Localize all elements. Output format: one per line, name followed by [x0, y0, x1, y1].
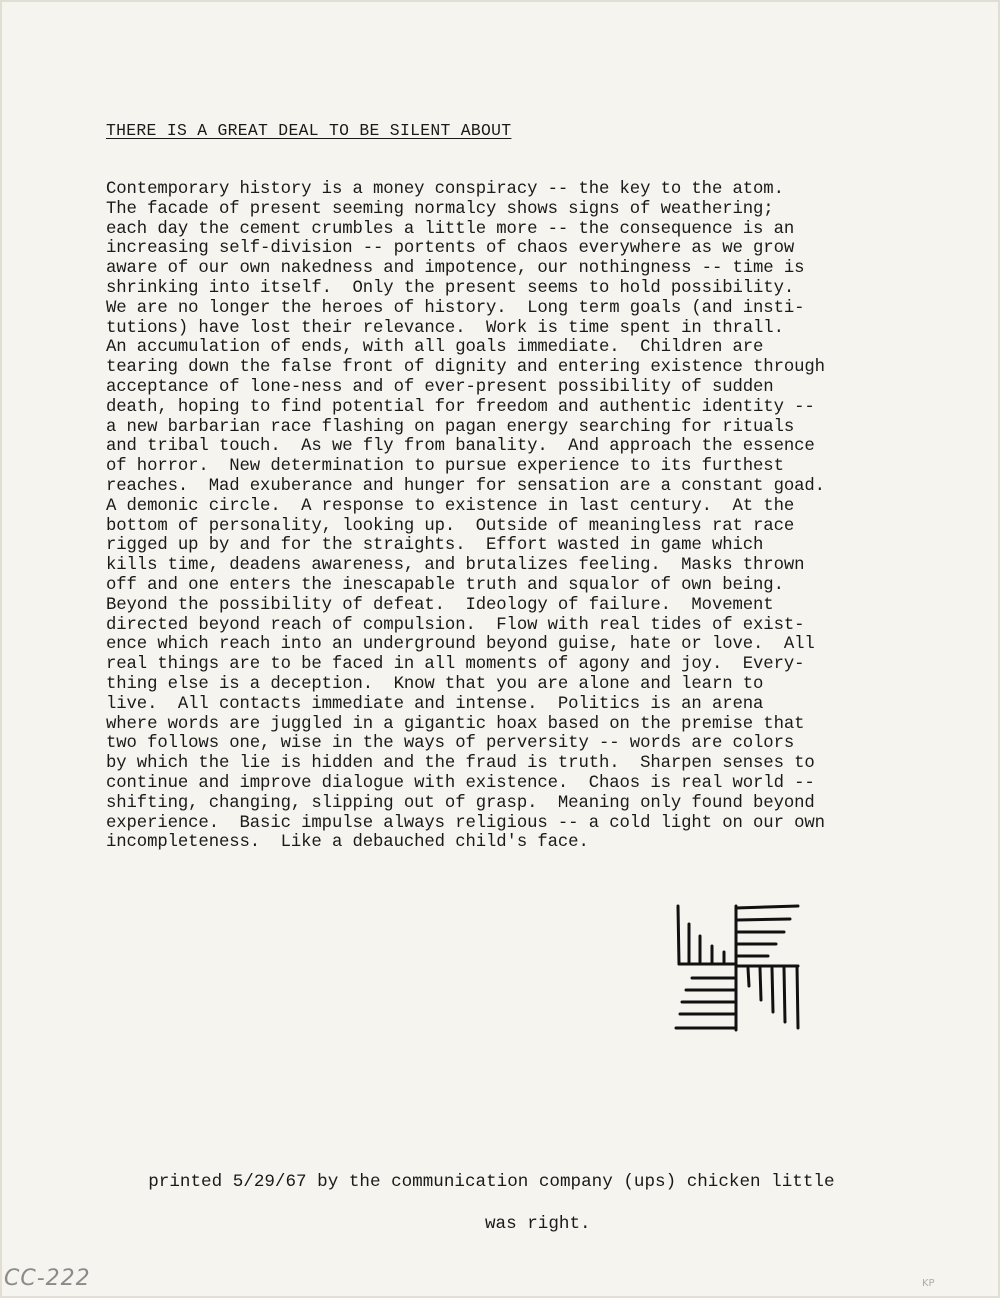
- body-line: shrinking into itself. Only the present seems to hold possibility.: [106, 278, 795, 298]
- body-line: of horror. New determination to pursue experience to its furthest: [106, 457, 784, 477]
- body-line: An accumulation of ends, with all goals immediate. Children are: [106, 338, 764, 358]
- body-line: death, hoping to find potential for freedom and authentic identity --: [106, 397, 815, 417]
- body-line: rigged up by and for the straights. Effort wasted in game which: [106, 536, 764, 556]
- hand-drawn-mark-icon: [672, 902, 802, 1034]
- body-line: each day the cement crumbles a little more -- the consequence is an: [106, 219, 795, 239]
- body-line: real things are to be faced in all moments of agony and joy. Every-: [106, 655, 805, 675]
- body-line: two follows one, wise in the ways of perversity -- words are colors: [106, 734, 795, 754]
- body-line: A demonic circle. A response to existence in last century. At the: [106, 496, 795, 516]
- body-line: a new barbarian race flashing on pagan energy searching for rituals: [106, 417, 795, 437]
- body-line: bottom of personality, looking up. Outside of meaningless rat race: [106, 516, 795, 536]
- body-line: reaches. Mad exuberance and hunger for sensation are a constant goad.: [106, 476, 825, 496]
- archivist-initials: KP: [922, 1278, 935, 1289]
- body-text: [106, 180, 986, 853]
- body-line: experience. Basic impulse always religious -- a cold light on our own: [106, 813, 825, 833]
- print-credit-line-2: was right.: [485, 1214, 591, 1234]
- body-line: directed beyond reach of compulsion. Flow with real tides of exist-: [106, 615, 805, 635]
- body-line: off and one enters the inescapable truth and squalor of own being.: [106, 575, 784, 595]
- body-line: continue and improve dialogue with existence. Chaos is real world --: [106, 773, 815, 793]
- body-line: incompleteness. Like a debauched child's face.: [106, 833, 589, 853]
- body-line: The facade of present seeming normalcy shows signs of weathering;: [106, 199, 774, 219]
- body-line: live. All contacts immediate and intense. Politics is an arena: [106, 694, 764, 714]
- body-line: tearing down the false front of dignity and entering existence through: [106, 358, 825, 378]
- body-line: thing else is a deception. Know that you are alone and learn to: [106, 674, 764, 694]
- body-line: kills time, deadens awareness, and brutalizes feeling. Masks thrown: [106, 556, 805, 576]
- document-title: THERE IS A GREAT DEAL TO BE SILENT ABOUT: [106, 121, 512, 140]
- body-line: and tribal touch. As we fly from banality. And approach the essence: [106, 437, 815, 457]
- body-line: Contemporary history is a money conspiracy -- the key to the atom.: [106, 180, 784, 199]
- body-line: ence which reach into an underground beyond guise, hate or love. All: [106, 635, 815, 655]
- body-line: increasing self-division -- portents of chaos everywhere as we grow: [106, 239, 795, 259]
- body-line: aware of our own nakedness and impotence, our nothingness -- time is: [106, 259, 805, 279]
- body-line: shifting, changing, slipping out of grasp. Meaning only found beyond: [106, 793, 815, 813]
- body-line: by which the lie is hidden and the fraud is truth. Sharpen senses to: [106, 754, 815, 774]
- body-line: acceptance of lone-ness and of ever-present possibility of sudden: [106, 377, 774, 397]
- body-line: tutions) have lost their relevance. Work is time spent in thrall.: [106, 318, 784, 338]
- body-line: We are no longer the heroes of history. Long term goals (and insti-: [106, 298, 805, 318]
- print-credit: [106, 1151, 835, 1277]
- body-line: Beyond the possibility of defeat. Ideology of failure. Movement: [106, 595, 774, 615]
- print-credit-line-1: printed 5/29/67 by the communication company (ups) chicken little: [148, 1172, 835, 1192]
- archive-catalog-number: CC-222: [4, 1266, 91, 1291]
- body-line: where words are juggled in a gigantic hoax based on the premise that: [106, 714, 805, 734]
